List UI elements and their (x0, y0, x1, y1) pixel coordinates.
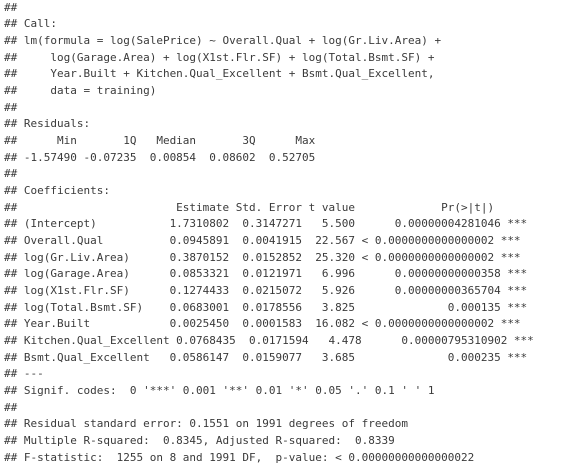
output-line: ## data = training) (4, 84, 157, 97)
output-line: ## log(Garage.Area) + log(X1st.Flr.SF) + log(Total.Bsmt.SF) + (4, 51, 435, 64)
output-line: ## Bsmt.Qual_Excellent 0.0586147 0.0159077 3.685 0.000235 *** (4, 351, 528, 364)
output-line: ## lm(formula = log(SalePrice) ~ Overall.Qual + log(Gr.Liv.Area) + (4, 34, 442, 47)
output-line: ## -1.57490 -0.07235 0.00854 0.08602 0.52705 (4, 151, 316, 164)
output-line: ## log(Garage.Area) 0.0853321 0.0121971 6.996 0.00000000000358 *** (4, 267, 528, 280)
output-line: ## (4, 401, 18, 414)
output-line: ## Year.Built 0.0025450 0.0001583 16.082 < 0.0000000000000002 *** (4, 317, 521, 330)
output-line: ## Min 1Q Median 3Q Max (4, 134, 316, 147)
output-line: ## Call: (4, 17, 57, 30)
output-line: ## (4, 1, 18, 14)
output-line: ## Residuals: (4, 117, 91, 130)
output-line: ## Coefficients: (4, 184, 110, 197)
output-line: ## Signif. codes: 0 '***' 0.001 '**' 0.01 '*' 0.05 '.' 0.1 ' ' 1 (4, 384, 435, 397)
output-line: ## (4, 167, 18, 180)
output-line: ## Year.Built + Kitchen.Qual_Excellent + Bsmt.Qual_Excellent, (4, 67, 435, 80)
output-line: ## Kitchen.Qual_Excellent 0.0768435 0.0171594 4.478 0.00000795310902 *** (4, 334, 534, 347)
output-line: ## log(Gr.Liv.Area) 0.3870152 0.0152852 25.320 < 0.0000000000000002 *** (4, 251, 521, 264)
output-line: ## (4, 101, 18, 114)
output-line: ## log(Total.Bsmt.SF) 0.0683001 0.0178556 3.825 0.000135 *** (4, 301, 528, 314)
output-line: ## --- (4, 367, 44, 380)
output-line: ## F-statistic: 1255 on 8 and 1991 DF, p-value: < 0.00000000000000022 (4, 451, 475, 464)
output-line: ## log(X1st.Flr.SF) 0.1274433 0.0215072 5.926 0.00000000365704 *** (4, 284, 528, 297)
output-line: ## Overall.Qual 0.0945891 0.0041915 22.567 < 0.0000000000000002 *** (4, 234, 521, 247)
output-line: ## Estimate Std. Error t value Pr(>|t|) (4, 201, 495, 214)
output-line: ## Residual standard error: 0.1551 on 1991 degrees of freedom (4, 417, 408, 430)
output-line: ## (Intercept) 1.7310802 0.3147271 5.500 0.00000004281046 *** (4, 217, 528, 230)
output-line: ## Multiple R-squared: 0.8345, Adjusted R-squared: 0.8339 (4, 434, 395, 447)
